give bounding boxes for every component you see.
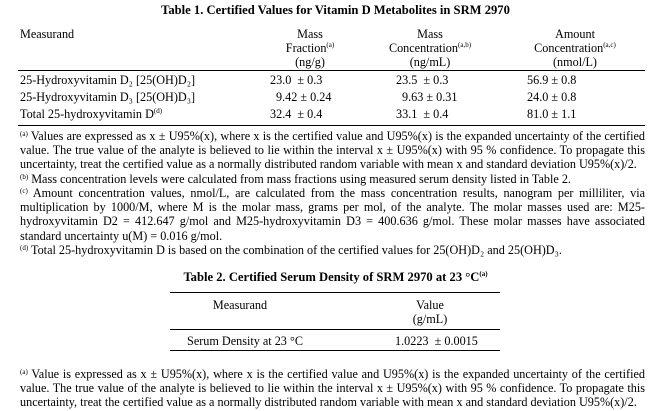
footnote-a: $^{(a)}$ Values are expressed as x ± U95%(x), where x is the certified value and U95%(x) is the expanded uncertainty of the certified value. The true value of the analyte is believed to lie within the interval x ± U95%(x) with 95 % confidence. To propagate this uncertainty, treat the certified value as a normally distributed random variable with mean x and standard deviation U95%(x)/2. xyxy=(20,129,645,172)
cell-amount-conc: 81.0 ± 1.1 xyxy=(527,107,577,121)
table2-title: Table 2. Certified Serum Density of SRM 2970 at 23 $^\circ C^{(a)}$ xyxy=(183,270,488,284)
header-value: Value (g/mL) xyxy=(412,298,448,326)
header-rule xyxy=(18,70,645,71)
cell-mass-fraction: 23.0 ± 0.3 xyxy=(270,73,323,87)
cell-measurand: 25-Hydroxyvitamin D₃ [25(OH)D₃] xyxy=(20,90,196,104)
cell-mass-conc: 23.5 ± 0.3 xyxy=(396,73,449,87)
top-rule xyxy=(170,292,500,293)
cell-measurand: Serum Density at 23 °C xyxy=(187,334,303,348)
cell-amount-conc: 24.0 ± 0.8 xyxy=(527,90,577,104)
cell-mass-conc: 33.1 ± 0.4 xyxy=(396,107,449,121)
footnote-c: $^{(c)}$ Amount concentration values, nmol/L, are calculated from the mass concentration results, nanogram per milliliter, via multiplication by 1000/M, where M is the molar mass, grams per mol, of the analyte. The molar masses used are: M25-hydroxyvitamin D2 = 412.647 g/mol and M25-hydroxyvitamin D3 = 400.636 g/mol. These molar masses have associated standard uncertainty u(M) = 0.016 g/mol. xyxy=(20,186,645,243)
cell-mass-fraction: 9.42 ± 0.24 xyxy=(276,90,332,104)
header-rule xyxy=(170,329,500,330)
cell-mass-conc: 9.63 ± 0.31 xyxy=(402,90,458,104)
cell-measurand: Total 25-hydroxyvitamin $D^{(d)}$ xyxy=(20,107,163,121)
cell-measurand: 25-Hydroxyvitamin D₂ [25(OH)D₂] xyxy=(20,73,196,87)
header-amount-concentration: Amount Concentration$^{(a,c)}$ (nmol/L) xyxy=(534,27,616,69)
bottom-rule xyxy=(18,125,645,126)
header-measurand: Measurand xyxy=(20,27,75,41)
header-mass-fraction: Mass Fraction$^{(a)}$ (ng/g) xyxy=(285,27,335,69)
header-mass-concentration: Mass Concentration$^{(a,b)}$ (ng/mL) xyxy=(388,27,472,69)
bottom-rule xyxy=(170,350,500,351)
footnote-d: $^{(d)}$ Total 25-hydroxyvitamin D is based on the combination of the certified values for 25(OH)D₂ and 25(OH)D₃. xyxy=(20,243,562,257)
cell-amount-conc: 56.9 ± 0.8 xyxy=(527,73,577,87)
table2-footnote-a: $^{(a)}$ Value is expressed as x ± U95%(x), where x is the certified value and U95%(x) is the expanded uncertainty of the certified value. The true value of the analyte is believed to lie within the interval x ± U95%(x) with 95 % confidence. To propagate this uncertainty, treat the certified value as a normally distributed random variable with mean x and standard deviation U95%(x)/2. xyxy=(20,367,645,410)
cell-mass-fraction: 32.4 ± 0.4 xyxy=(270,107,323,121)
header-measurand: Measurand xyxy=(212,298,268,312)
table1-title: Table 1. Certified Values for Vitamin D Metabolites in SRM 2970 xyxy=(161,3,510,17)
footnote-b: $^{(b)}$ Mass concentration levels were calculated from mass fractions using measured serum density listed in Table 2. xyxy=(20,172,571,186)
cell-value: 1.0223 ± 0.0015 xyxy=(395,334,478,348)
